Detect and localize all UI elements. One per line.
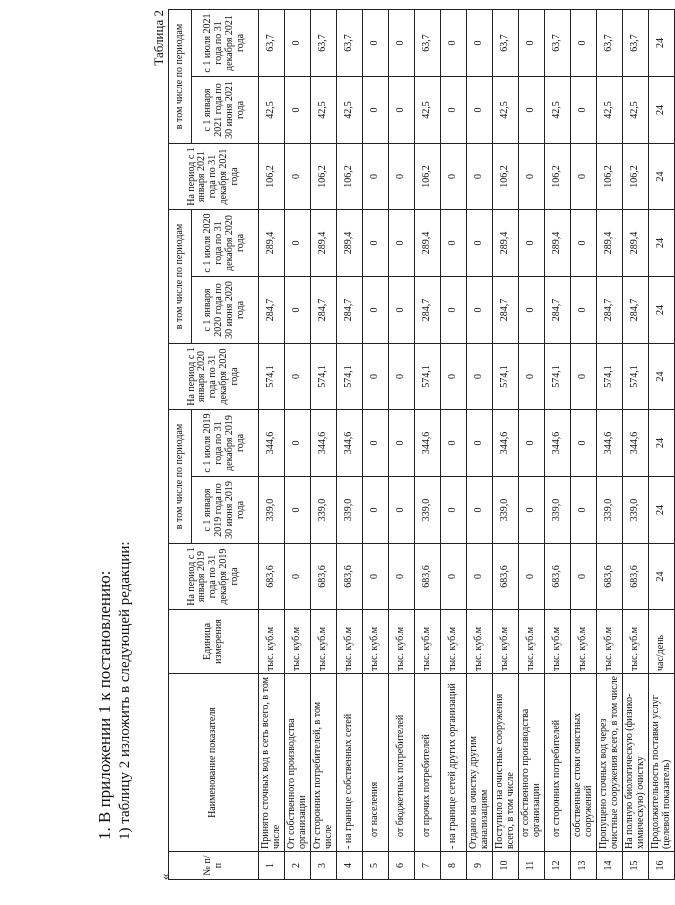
row-unit: час/день [649, 610, 675, 674]
cell-value: 683,6 [415, 544, 441, 610]
cell-value: 0 [441, 210, 467, 277]
cell-value: 42,5 [597, 77, 623, 144]
cell-value: 0 [285, 144, 311, 210]
cell-value: 0 [363, 544, 389, 610]
row-num: 10 [493, 852, 519, 880]
cell-value: 106,2 [415, 144, 441, 210]
cell-value: 63,7 [415, 10, 441, 77]
cell-value: 574,1 [545, 344, 571, 410]
table-row [597, 10, 623, 880]
table-row [623, 10, 649, 880]
row-unit: тыс. куб.м [389, 610, 415, 674]
cell-value: 0 [519, 144, 545, 210]
cell-value: 106,2 [311, 144, 337, 210]
cell-value: 0 [363, 210, 389, 277]
row-num: 8 [441, 852, 467, 880]
cell-value: 0 [285, 10, 311, 77]
cell-value: 24 [649, 210, 675, 277]
row-unit: тыс. куб.м [311, 610, 337, 674]
cell-value: 106,2 [493, 144, 519, 210]
cell-value: 0 [467, 77, 493, 144]
cell-value: 339,0 [623, 477, 649, 544]
cell-value: 683,6 [337, 544, 363, 610]
row-num: 15 [623, 852, 649, 880]
cell-value: 574,1 [259, 344, 285, 410]
cell-value: 339,0 [415, 477, 441, 544]
cell-value: 0 [467, 544, 493, 610]
cell-value: 0 [285, 277, 311, 344]
cell-value: 0 [519, 77, 545, 144]
cell-value: 0 [571, 344, 597, 410]
header-incl-2021: в том числе по периодам [169, 10, 192, 144]
row-num: 1 [259, 852, 285, 880]
cell-value: 683,6 [493, 544, 519, 610]
cell-value: 683,6 [545, 544, 571, 610]
header-period-2021: На период с 1 января 2021 года по 31 декабря 2021 года [169, 144, 259, 210]
cell-value: 0 [441, 77, 467, 144]
cell-value: 0 [441, 410, 467, 477]
cell-value: 574,1 [311, 344, 337, 410]
cell-value: 0 [389, 277, 415, 344]
cell-value: 0 [467, 144, 493, 210]
cell-value: 344,6 [545, 410, 571, 477]
row-name: Отдано на очистку другим канализациям [467, 674, 493, 852]
cell-value: 344,6 [311, 410, 337, 477]
row-num: 5 [363, 852, 389, 880]
cell-value: 24 [649, 10, 675, 77]
row-unit: тыс. куб.м [337, 610, 363, 674]
cell-value: 42,5 [337, 77, 363, 144]
header-period-2019: На период с 1 января 2019 года по 31 декабря 2019 года [169, 544, 259, 610]
row-name: от населения [363, 674, 389, 852]
row-name: Продолжительность поставки услуг (целевой показатель) [649, 674, 675, 852]
header-h1-2020: с 1 января 2020 года по 30 июня 2020 года [192, 277, 259, 344]
cell-value: 0 [441, 477, 467, 544]
cell-value: 0 [441, 144, 467, 210]
cell-value: 0 [389, 410, 415, 477]
cell-value: 289,4 [311, 210, 337, 277]
cell-value: 0 [363, 77, 389, 144]
cell-value: 683,6 [259, 544, 285, 610]
cell-value: 24 [649, 144, 675, 210]
cell-value: 344,6 [337, 410, 363, 477]
cell-value: 0 [285, 410, 311, 477]
row-name: Пропущено сточных вод через очистные сооружения всего, в том числе [597, 674, 623, 852]
cell-value: 0 [519, 210, 545, 277]
cell-value: 0 [519, 477, 545, 544]
cell-value: 574,1 [337, 344, 363, 410]
row-unit: тыс. куб.м [285, 610, 311, 674]
row-num: 3 [311, 852, 337, 880]
row-unit: тыс. куб.м [623, 610, 649, 674]
cell-value: 0 [571, 144, 597, 210]
header-incl-2019: в том числе по периодам [169, 410, 192, 544]
table-row [337, 10, 363, 880]
cell-value: 24 [649, 477, 675, 544]
row-name: от сторонних потребителей [545, 674, 571, 852]
cell-value: 344,6 [259, 410, 285, 477]
cell-value: 106,2 [259, 144, 285, 210]
table-row [519, 10, 545, 880]
row-num: 12 [545, 852, 571, 880]
table-row [311, 10, 337, 880]
cell-value: 0 [467, 344, 493, 410]
cell-value: 0 [467, 10, 493, 77]
header-num: № п/п [169, 852, 259, 880]
cell-value: 289,4 [259, 210, 285, 277]
cell-value: 24 [649, 277, 675, 344]
cell-value: 0 [389, 77, 415, 144]
header-incl-2020: в том числе по периодам [169, 210, 192, 344]
cell-value: 63,7 [311, 10, 337, 77]
cell-value: 683,6 [623, 544, 649, 610]
cell-value: 63,7 [623, 10, 649, 77]
header-period-2020: На период с 1 января 2020 года по 31 декабря 2020 года [169, 344, 259, 410]
table-row [441, 10, 467, 880]
cell-value: 24 [649, 410, 675, 477]
table-row [389, 10, 415, 880]
cell-value: 63,7 [597, 10, 623, 77]
row-name: На полную биологическую (физико-химическую) очистку [623, 674, 649, 852]
cell-value: 0 [389, 144, 415, 210]
cell-value: 344,6 [623, 410, 649, 477]
cell-value: 0 [571, 544, 597, 610]
cell-value: 0 [441, 544, 467, 610]
cell-value: 574,1 [415, 344, 441, 410]
row-unit: тыс. куб.м [519, 610, 545, 674]
cell-value: 0 [519, 410, 545, 477]
cell-value: 683,6 [597, 544, 623, 610]
rotated-content [95, 10, 672, 880]
row-name: От собственного производства организации [285, 674, 311, 852]
header-h2-2019: с 1 июля 2019 года по 31 декабря 2019 года [192, 410, 259, 477]
row-num: 9 [467, 852, 493, 880]
row-name: От сторонних потребителей, в том числе [311, 674, 337, 852]
table-row [649, 10, 675, 880]
cell-value: 0 [571, 10, 597, 77]
cell-value: 284,7 [415, 277, 441, 344]
cell-value: 284,7 [493, 277, 519, 344]
row-name: от бюджетных потребителей [389, 674, 415, 852]
row-name: Поступило на очистные сооружения всего, в том числе [493, 674, 519, 852]
cell-value: 0 [285, 344, 311, 410]
row-num: 4 [337, 852, 363, 880]
cell-value: 0 [363, 344, 389, 410]
row-num: 7 [415, 852, 441, 880]
cell-value: 42,5 [415, 77, 441, 144]
row-num: 6 [389, 852, 415, 880]
cell-value: 24 [649, 344, 675, 410]
cell-value: 0 [285, 210, 311, 277]
cell-value: 24 [649, 544, 675, 610]
cell-value: 0 [363, 144, 389, 210]
cell-value: 0 [519, 344, 545, 410]
cell-value: 0 [389, 544, 415, 610]
cell-value: 0 [441, 10, 467, 77]
cell-value: 284,7 [623, 277, 649, 344]
row-name: собственные стоки очистных сооружений [571, 674, 597, 852]
cell-value: 106,2 [597, 144, 623, 210]
cell-value: 339,0 [597, 477, 623, 544]
cell-value: 63,7 [493, 10, 519, 77]
row-name: от прочих потребителей [415, 674, 441, 852]
table-row [571, 10, 597, 880]
cell-value: 284,7 [259, 277, 285, 344]
row-unit: тыс. куб.м [493, 610, 519, 674]
cell-value: 683,6 [311, 544, 337, 610]
cell-value: 289,4 [493, 210, 519, 277]
header-unit: Единица измерения [169, 610, 259, 674]
amendment-subheading: 1) таблицу 2 изложить в следующей редакции: [117, 541, 133, 840]
cell-value: 289,4 [337, 210, 363, 277]
cell-value: 0 [571, 77, 597, 144]
cell-value: 0 [571, 477, 597, 544]
cell-value: 0 [467, 477, 493, 544]
table-row [363, 10, 389, 880]
cell-value: 0 [467, 210, 493, 277]
cell-value: 339,0 [259, 477, 285, 544]
row-unit: тыс. куб.м [415, 610, 441, 674]
table-row [259, 10, 285, 880]
cell-value: 339,0 [493, 477, 519, 544]
open-quote: « [157, 873, 172, 880]
cell-value: 63,7 [259, 10, 285, 77]
cell-value: 284,7 [545, 277, 571, 344]
row-unit: тыс. куб.м [259, 610, 285, 674]
data-table [168, 9, 675, 880]
cell-value: 0 [389, 477, 415, 544]
cell-value: 0 [285, 77, 311, 144]
cell-value: 0 [363, 10, 389, 77]
table-row [493, 10, 519, 880]
cell-value: 339,0 [311, 477, 337, 544]
row-unit: тыс. куб.м [441, 610, 467, 674]
header-h2-2021: с 1 июля 2021 года по 31 декабря 2021 года [192, 10, 259, 77]
row-unit: тыс. куб.м [571, 610, 597, 674]
cell-value: 42,5 [623, 77, 649, 144]
cell-value: 574,1 [597, 344, 623, 410]
cell-value: 344,6 [415, 410, 441, 477]
cell-value: 0 [389, 344, 415, 410]
cell-value: 0 [519, 10, 545, 77]
header-name: Наименование показателя [169, 674, 259, 852]
row-name: - на границе собственных сетей [337, 674, 363, 852]
cell-value: 0 [519, 277, 545, 344]
cell-value: 289,4 [545, 210, 571, 277]
cell-value: 106,2 [623, 144, 649, 210]
cell-value: 0 [571, 210, 597, 277]
cell-value: 289,4 [597, 210, 623, 277]
row-unit: тыс. куб.м [467, 610, 493, 674]
cell-value: 289,4 [415, 210, 441, 277]
cell-value: 0 [571, 410, 597, 477]
row-unit: тыс. куб.м [363, 610, 389, 674]
cell-value: 0 [389, 210, 415, 277]
cell-value: 339,0 [545, 477, 571, 544]
amendment-heading: 1. В приложении 1 к постановлению: [95, 570, 114, 840]
cell-value: 0 [467, 410, 493, 477]
cell-value: 284,7 [597, 277, 623, 344]
row-num: 16 [649, 852, 675, 880]
cell-value: 574,1 [493, 344, 519, 410]
cell-value: 0 [519, 544, 545, 610]
cell-value: 0 [467, 277, 493, 344]
cell-value: 284,7 [311, 277, 337, 344]
cell-value: 0 [363, 277, 389, 344]
table-row [285, 10, 311, 880]
table-row [545, 10, 571, 880]
cell-value: 339,0 [337, 477, 363, 544]
cell-value: 63,7 [337, 10, 363, 77]
cell-value: 0 [389, 10, 415, 77]
cell-value: 0 [441, 344, 467, 410]
cell-value: 574,1 [623, 344, 649, 410]
row-num: 13 [571, 852, 597, 880]
header-h1-2019: с 1 января 2019 года по 30 июня 2019 года [192, 477, 259, 544]
cell-value: 0 [363, 410, 389, 477]
cell-value: 0 [441, 277, 467, 344]
cell-value: 0 [571, 277, 597, 344]
row-unit: тыс. куб.м [597, 610, 623, 674]
cell-value: 42,5 [545, 77, 571, 144]
row-name: Принято сточных вод в сеть всего, в том числе [259, 674, 285, 852]
table-title: Таблица 2 [151, 10, 166, 66]
cell-value: 63,7 [545, 10, 571, 77]
table-row [415, 10, 441, 880]
row-unit: тыс. куб.м [545, 610, 571, 674]
cell-value: 0 [285, 477, 311, 544]
cell-value: 24 [649, 77, 675, 144]
row-num: 14 [597, 852, 623, 880]
table-row [467, 10, 493, 880]
row-name: от собственного производства организации [519, 674, 545, 852]
cell-value: 42,5 [493, 77, 519, 144]
cell-value: 344,6 [597, 410, 623, 477]
row-num: 11 [519, 852, 545, 880]
cell-value: 0 [363, 477, 389, 544]
cell-value: 0 [285, 544, 311, 610]
cell-value: 106,2 [545, 144, 571, 210]
cell-value: 289,4 [623, 210, 649, 277]
row-name: - на границе сетей других организаций [441, 674, 467, 852]
cell-value: 42,5 [311, 77, 337, 144]
header-h2-2020: с 1 июля 2020 года по 31 декабря 2020 года [192, 210, 259, 277]
cell-value: 344,6 [493, 410, 519, 477]
cell-value: 284,7 [337, 277, 363, 344]
row-num: 2 [285, 852, 311, 880]
cell-value: 42,5 [259, 77, 285, 144]
cell-value: 106,2 [337, 144, 363, 210]
header-h1-2021: с 1 января 2021 года по 30 июня 2021 года [192, 77, 259, 144]
